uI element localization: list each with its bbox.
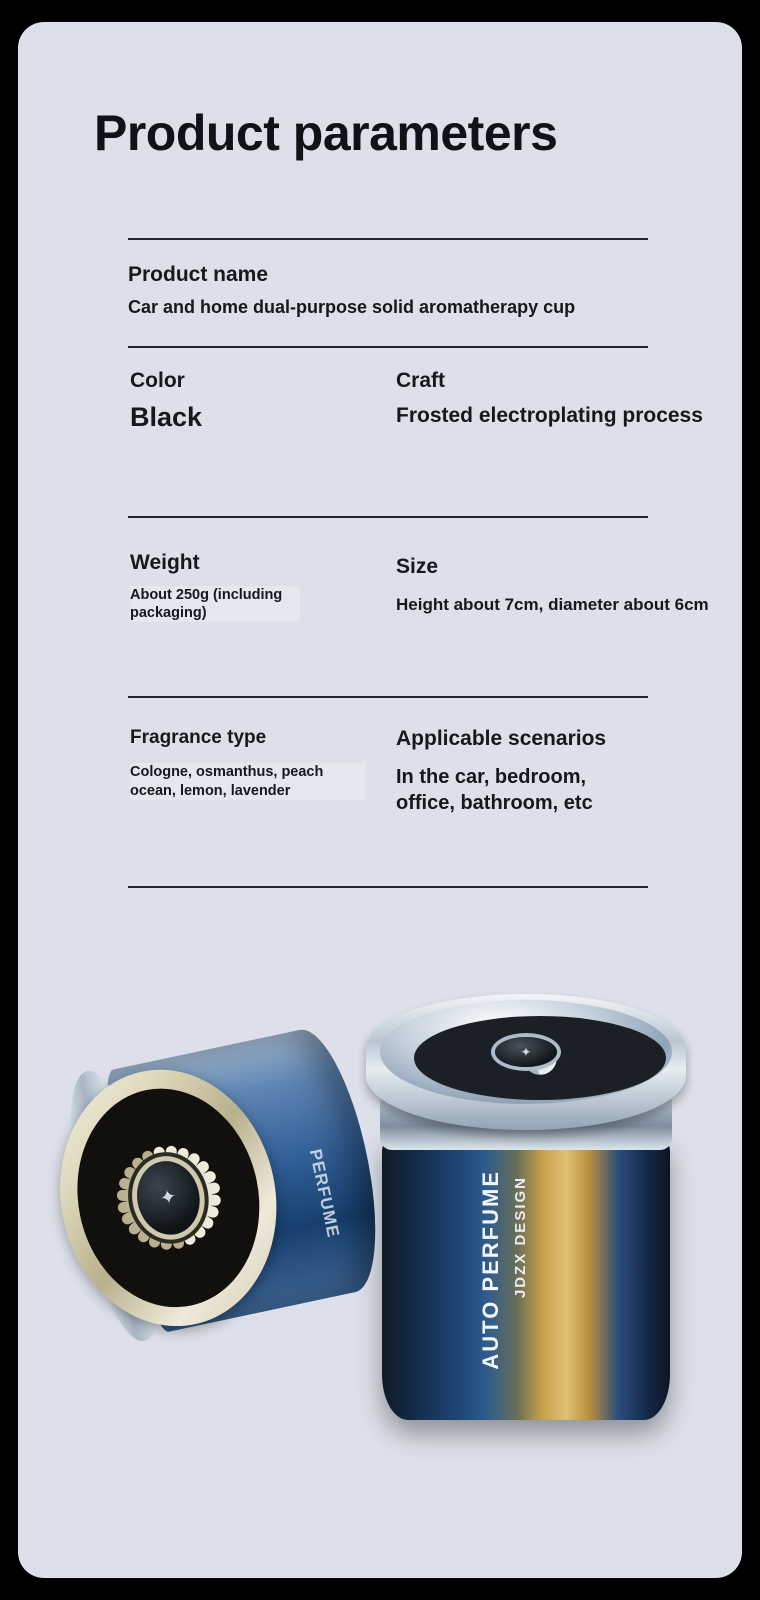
product-image bbox=[18, 952, 742, 1572]
spec-label-color: Color bbox=[130, 368, 185, 392]
spec-cell-fragrance bbox=[130, 726, 388, 800]
spec-cell-size bbox=[396, 554, 742, 616]
spec-value-color: Black bbox=[130, 401, 203, 432]
spec-label-size: Size bbox=[396, 554, 439, 578]
spec-label-weight: Weight bbox=[130, 550, 200, 574]
spec-row-fragrance-scenarios bbox=[128, 698, 648, 886]
product-jar-lying bbox=[35, 1024, 385, 1350]
spec-label-craft: Craft bbox=[396, 368, 446, 392]
jar-brand-text: AUTO PERFUME bbox=[478, 1170, 503, 1370]
product-spec-page bbox=[18, 22, 742, 1578]
page-title: Product parameters bbox=[94, 105, 558, 161]
spec-label-fragrance: Fragrance type bbox=[130, 726, 267, 748]
spec-value-fragrance: Cologne, osmanthus, peach ocean, lemon, lavender bbox=[130, 763, 366, 799]
spec-label-product-name: Product name bbox=[128, 263, 269, 286]
spec-value-scenarios: In the car, bedroom, office, bathroom, etc bbox=[396, 765, 593, 814]
spec-row-weight-size bbox=[128, 518, 709, 696]
star-icon: ✦ bbox=[157, 1185, 179, 1211]
spec-cell-scenarios bbox=[396, 726, 742, 816]
spec-value-weight: About 250g (including packaging) bbox=[130, 586, 300, 622]
spec-value-craft: Frosted electroplating process bbox=[396, 403, 703, 427]
spec-cell-color bbox=[130, 368, 388, 435]
jar-cap-face bbox=[380, 1000, 672, 1104]
spec-cell-craft bbox=[396, 368, 742, 430]
divider bbox=[128, 886, 648, 888]
jar-left-brand-text: PERFUME bbox=[305, 1147, 343, 1240]
spec-value-size: Height about 7cm, diameter about 6cm bbox=[396, 594, 709, 614]
spec-value-product-name: Car and home dual-purpose solid aromatherapy cup bbox=[128, 297, 576, 318]
spec-cell-weight bbox=[130, 550, 388, 623]
spec-row-color-craft bbox=[128, 348, 703, 516]
jar-hub-right bbox=[495, 1037, 557, 1067]
spec-row-product-name bbox=[128, 240, 648, 346]
jar-cap-right bbox=[366, 994, 686, 1130]
jar-brand-subtext: JDZX DESIGN bbox=[512, 1176, 529, 1299]
spec-label-scenarios: Applicable scenarios bbox=[396, 726, 607, 750]
spec-table bbox=[128, 238, 709, 888]
product-jar-standing bbox=[366, 994, 696, 1434]
star-icon: ✦ bbox=[520, 1044, 532, 1060]
